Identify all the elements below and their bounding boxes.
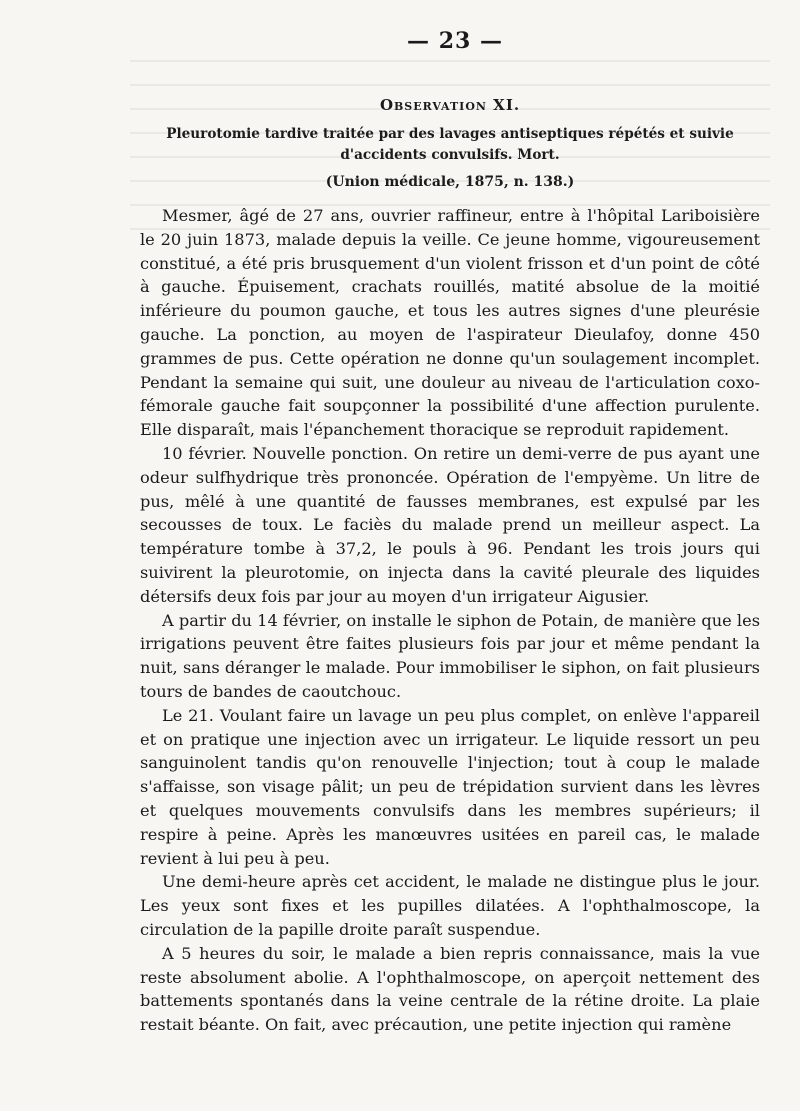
observation-title: Observation XI.: [379, 96, 521, 114]
body-paragraph: 10 février. Nouvelle ponction. On retire un demi-verre de pus ayant une odeur sulfhydrique très prononcée. Opération de l'empyème. Un litre de pus, mêlé à une quantité de fausses membranes, est expulsé par les secousses de toux. Le faciès du malade prend un meilleur aspect. La température tombe à 37,2, le pouls à 96. Pendant les trois jours qui suivirent la pleurotomie, on injecta dans la cavité pleurale des liquides détersifs deux fois par jour au moyen d'un irrigateur Aigusier.: [140, 443, 760, 606]
body-paragraph: A 5 heures du soir, le malade a bien repris connaissance, mais la vue reste absolument abolie. A l'ophthalmoscope, on aperçoit nettement des battements spontanés dans la veine centrale de la rétine droite. La plaie restait béante. On fait, avec précaution, une petite injection qui ramène: [140, 943, 760, 1035]
body-paragraph: Une demi-heure après cet accident, le malade ne distingue plus le jour. Les yeux sont fixes et les pupilles dilatées. A l'ophthalmoscope, la circulation de la papille droite paraît suspendue.: [140, 872, 760, 939]
observation-subtitle-line: Pleurotomie tardive traitée par des lavages antiseptiques répétés et suivie: [166, 126, 734, 142]
observation-subtitle-line: d'accidents convulsifs. Mort.: [340, 147, 560, 163]
body-paragraph: Mesmer, âgé de 27 ans, ouvrier raffineur, entre à l'hôpital Lariboisière le 20 juin 1873, malade depuis la veille. Ce jeune homme, vigoureusement constitué, a été pris brusquement d'un violent frisson et d'un point de côté à gauche. Épuisement, crachats rouillés, matité absolue de la moitié inférieure du poumon gauche, et tous les autres signes d'une pleurésie gauche. La ponction, au moyen de l'aspirateur Dieulafoy, donne 450 grammes de pus. Cette opération ne donne qu'un soulagement incomplet. Pendant la semaine qui suit, une douleur au niveau de l'articulation coxo-fémorale gauche fait soupçonner la possibilité d'une affection purulente. Elle disparaît, mais l'épanchement thoracique se reproduit rapidement.: [140, 206, 760, 440]
page-number: — 23 —: [407, 28, 503, 54]
observation-subtitle: [140, 124, 760, 166]
body-paragraph: A partir du 14 février, on installe le siphon de Potain, de manière que les irrigations peuvent être faites plusieurs fois par jour et même pendant la nuit, sans déranger le malade. Pour immobiliser le siphon, on fait plusieurs tours de bandes de caoutchouc.: [140, 610, 760, 701]
body-paragraph: Le 21. Voulant faire un lavage un peu plus complet, on enlève l'appareil et on pratique une injection avec un irrigateur. Le liquide ressort un peu sanguinolent tandis qu'on renouvelle l'injection; tout à coup le malade s'affaisse, son visage pâlit; un peu de trépidation survient dans les lèvres et quelques mouvements convulsifs dans les membres supérieurs; il respire à peine. Après les manœuvres usitées en pareil cas, le malade revient à lui peu à peu.: [140, 705, 760, 868]
observation-source: (Union médicale, 1875, n. 138.): [325, 174, 575, 190]
